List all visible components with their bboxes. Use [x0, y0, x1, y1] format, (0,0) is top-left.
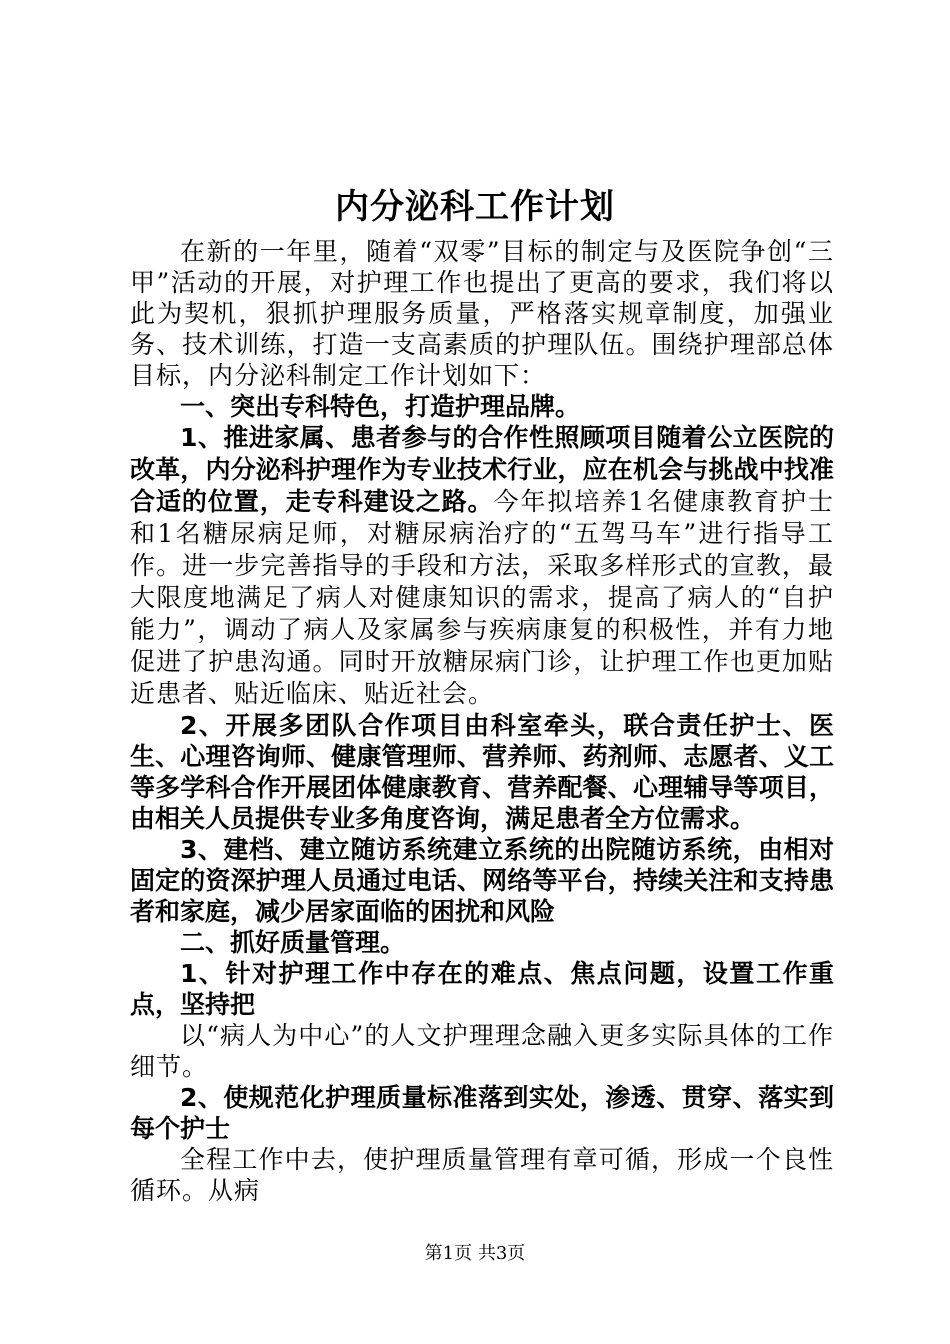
s2-item1-normal-paragraph: 以“病人为中心”的人文护理理念融入更多实际具体的工作细节。: [130, 1021, 834, 1081]
item1-bold-text: 1、推进家属、患者参与的合作性照顾项目随着公立医院的改革，内分泌科护理作为专业技术行业，应在机会与挑战中找准合适的位置，走专科建设之路。: [130, 423, 834, 516]
item2-paragraph: 2、开展多团队合作项目由科室牵头，联合责任护士、医生、心理咨询师、健康管理师、营养师、药剂师、志愿者、义工等多学科合作开展团体健康教育、营养配餐、心理辅导等项目，由相关人员提供专业多角度咨询，满足患者全方位需求。: [130, 711, 834, 833]
s2-item1-bold-paragraph: 1、针对护理工作中存在的难点、焦点问题，设置工作重点，坚持把: [130, 959, 834, 1019]
intro-paragraph: 在新的一年里，随着“双零”目标的制定与及医院争创“三甲”活动的开展，对护理工作也提出了更高的要求，我们将以此为契机，狠抓护理服务质量，严格落实规章制度，加强业务、技术训练，打造一支高素质的护理队伍。围绕护理部总体目标，内分泌科制定工作计划如下：: [130, 237, 834, 390]
document-title: 内分泌科工作计划: [335, 187, 615, 227]
section2-heading: 二、抓好质量管理。: [180, 928, 406, 957]
section1-heading: 一、突出专科特色，打造护理品牌。: [180, 392, 581, 421]
document-body: [130, 236, 834, 1206]
item1-normal-text: 今年拟培养1名健康教育护士和1名糖尿病足师，对糖尿病治疗的“五驾马车”进行指导工作。进一步完善指导的手段和方法，采取多样形式的宣教，最大限度地满足了病人对健康知识的需求，提高了病人的“自护能力”，调动了病人及家属参与疾病康复的积极性，并有力地促进了护患沟通。同时开放糖尿病门诊，让护理工作也更加贴近患者、贴近临床、贴近社会。: [130, 487, 834, 708]
s2-item2-bold-paragraph: 2、使规范化护理质量标准落到实处，渗透、贯穿、落实到每个护士: [130, 1083, 834, 1143]
s2-item2-normal-paragraph: 全程工作中去，使护理质量管理有章可循，形成一个良性循环。从病: [130, 1145, 834, 1205]
page-footer: 第1页 共3页: [424, 1243, 526, 1264]
item1-paragraph: [130, 422, 834, 710]
item3-paragraph: 3、建档、建立随访系统建立系统的出院随访系统，由相对固定的资深护理人员通过电话、网络等平台，持续关注和支持患者和家庭，减少居家面临的困扰和风险: [130, 835, 834, 926]
